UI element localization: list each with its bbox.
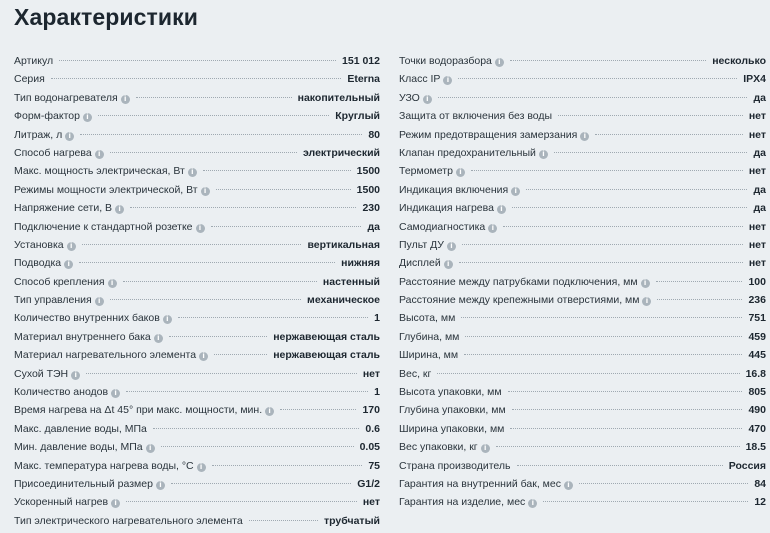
info-icon[interactable]: i (456, 168, 465, 177)
spec-label: Присоединительный размер (14, 477, 153, 490)
spec-value: 84 (754, 477, 766, 490)
info-icon[interactable]: i (488, 224, 497, 233)
spec-row (399, 218, 766, 236)
dotted-leader (280, 409, 356, 410)
spec-row (399, 70, 766, 88)
spec-label: Тип водонагревателя (14, 91, 118, 104)
spec-row (14, 438, 380, 456)
info-icon[interactable]: i (108, 279, 117, 288)
spec-row (399, 493, 766, 511)
dotted-leader (458, 78, 737, 79)
info-icon[interactable]: i (539, 150, 548, 159)
spec-row (14, 457, 380, 475)
spec-value: да (753, 202, 766, 215)
info-icon[interactable]: i (146, 444, 155, 453)
spec-row (399, 383, 766, 401)
spec-value: нет (748, 165, 766, 178)
spec-row (399, 346, 766, 364)
info-icon[interactable]: i (265, 407, 274, 416)
spec-row (399, 309, 766, 327)
dotted-leader (249, 520, 318, 521)
spec-label: Время нагрева на Δt 45° при макс. мощности, мин. (14, 404, 263, 417)
dotted-leader (503, 226, 743, 227)
dotted-leader (579, 483, 748, 484)
dotted-leader (203, 170, 351, 171)
spec-label: Сухой ТЭН (14, 367, 69, 380)
dotted-leader (543, 501, 748, 502)
spec-row (14, 493, 380, 511)
spec-value: 0.05 (359, 441, 380, 454)
spec-value: нет (748, 238, 766, 251)
spec-row (14, 199, 380, 217)
dotted-leader (80, 134, 362, 135)
dotted-leader (178, 317, 368, 318)
spec-value: 1 (374, 386, 380, 399)
spec-label: Термометр (399, 165, 453, 178)
dotted-leader (595, 134, 743, 135)
dotted-leader (508, 391, 743, 392)
spec-value: 18.5 (745, 441, 766, 454)
spec-label: Артикул (14, 55, 54, 67)
spec-label: Подводка (14, 257, 62, 270)
spec-value: 170 (362, 404, 380, 417)
spec-value: настенный (322, 275, 380, 288)
spec-label: Глубина упаковки, мм (399, 404, 506, 417)
spec-row (14, 273, 380, 291)
spec-label: Способ крепления (14, 275, 105, 288)
spec-label: Гарантия на изделие, мес (399, 496, 526, 509)
info-icon[interactable]: i (444, 260, 453, 269)
spec-label: Вес, кг (399, 367, 432, 380)
info-icon[interactable]: i (481, 444, 490, 453)
spec-row (399, 181, 766, 199)
spec-row (14, 52, 380, 70)
spec-row (399, 438, 766, 456)
spec-label: Глубина, мм (399, 330, 460, 343)
spec-value: 470 (748, 422, 766, 435)
dotted-leader (464, 354, 742, 355)
spec-value: нет (748, 110, 766, 123)
spec-value: 151 012 (342, 55, 380, 67)
spec-value: 230 (362, 202, 380, 215)
spec-label: Способ нагрева (14, 146, 92, 159)
dotted-leader (212, 465, 363, 466)
spec-label: Ширина упаковки, мм (399, 422, 505, 435)
dotted-leader (554, 152, 748, 153)
spec-label: Страна производитель (399, 459, 511, 472)
info-icon[interactable]: i (423, 95, 432, 104)
spec-value: 490 (748, 404, 766, 417)
spec-label: Подключение к стандартной розетке (14, 220, 193, 233)
info-icon[interactable]: i (121, 95, 130, 104)
info-icon[interactable]: i (197, 463, 206, 472)
spec-row (14, 144, 380, 162)
spec-value: несколько (712, 55, 766, 67)
dotted-leader (526, 189, 747, 190)
spec-value: IPX4 (743, 73, 766, 86)
info-icon[interactable]: i (495, 58, 504, 67)
spec-label: Пульт ДУ (399, 238, 444, 251)
spec-value: нижняя (341, 257, 380, 270)
spec-value: 80 (368, 128, 380, 141)
info-icon[interactable]: i (111, 499, 120, 508)
info-icon[interactable]: i (443, 76, 452, 85)
spec-value: 1 (374, 312, 380, 325)
dotted-leader (510, 428, 742, 429)
dotted-leader (126, 501, 357, 502)
spec-value: нержавеющая сталь (273, 330, 380, 343)
info-icon[interactable]: i (111, 389, 120, 398)
spec-row (14, 328, 380, 346)
spec-label: Вес упаковки, кг (399, 441, 478, 454)
spec-value: 1500 (356, 183, 380, 196)
spec-label: Дисплей (399, 257, 441, 270)
spec-row (14, 346, 380, 364)
info-icon[interactable]: i (188, 168, 197, 177)
spec-value: нет (362, 367, 380, 380)
dotted-leader (657, 299, 742, 300)
spec-value: 16.8 (745, 367, 766, 380)
spec-row (14, 383, 380, 401)
spec-label: Точки водоразбора (399, 55, 492, 67)
spec-label: Макс. давление воды, МПа (14, 422, 147, 435)
spec-column-right (399, 52, 766, 512)
spec-label: Расстояние между патрубками подключения, мм (399, 275, 638, 288)
spec-label: Клапан предохранительный (399, 146, 536, 159)
spec-label: Макс. мощность электрическая, Вт (14, 165, 185, 178)
spec-row (14, 512, 380, 530)
spec-value: нержавеющая сталь (273, 349, 380, 362)
dotted-leader (126, 391, 368, 392)
dotted-leader (512, 207, 748, 208)
spec-label: Защита от включения без воды (399, 110, 553, 123)
dotted-leader (171, 483, 351, 484)
dotted-leader (471, 170, 743, 171)
spec-row (14, 236, 380, 254)
spec-value: 805 (748, 386, 766, 399)
spec-row (399, 457, 766, 475)
info-icon[interactable]: i (64, 260, 73, 269)
spec-label: Материал внутреннего бака (14, 330, 151, 343)
spec-value: да (753, 91, 766, 104)
spec-label: Ускоренный нагрев (14, 496, 109, 509)
spec-label: Количество анодов (14, 386, 109, 399)
spec-value: Россия (728, 459, 766, 472)
spec-row (14, 420, 380, 438)
spec-label: Количество внутренних баков (14, 312, 160, 325)
spec-row (14, 107, 380, 125)
spec-label: Серия (14, 73, 45, 86)
spec-row (399, 475, 766, 493)
dotted-leader (465, 336, 742, 337)
spec-value: механическое (307, 294, 380, 307)
spec-value: да (367, 220, 380, 233)
spec-label: Высота упаковки, мм (399, 386, 502, 399)
spec-label: Гарантия на внутренний бак, мес (399, 477, 561, 490)
info-icon[interactable]: i (511, 187, 520, 196)
spec-row (399, 107, 766, 125)
page-title: Характеристики (14, 4, 198, 30)
spec-row (14, 89, 380, 107)
spec-value: Eterna (347, 73, 380, 86)
info-icon[interactable]: i (83, 113, 92, 122)
spec-value: 100 (748, 275, 766, 288)
spec-row (399, 291, 766, 309)
spec-row (14, 126, 380, 144)
info-icon[interactable]: i (163, 315, 172, 324)
dotted-leader (153, 428, 359, 429)
spec-column-left (14, 52, 380, 530)
info-icon[interactable]: i (642, 297, 651, 306)
spec-label: Расстояние между крепежными отверстиями, мм (399, 294, 640, 307)
dotted-leader (79, 262, 335, 263)
spec-label: УЗО (399, 91, 420, 104)
spec-label: Режим предотвращения замерзания (399, 128, 578, 141)
dotted-leader (512, 409, 743, 410)
spec-label: Ширина, мм (399, 349, 459, 362)
info-icon[interactable]: i (154, 334, 163, 343)
spec-label: Литраж, л (14, 128, 63, 141)
spec-value: трубчатый (324, 514, 380, 527)
spec-label: Высота, мм (399, 312, 456, 325)
spec-value: 459 (748, 330, 766, 343)
spec-row (399, 365, 766, 383)
spec-value: да (753, 146, 766, 159)
dotted-leader (123, 281, 317, 282)
spec-label: Напряжение сети, В (14, 202, 113, 215)
spec-row (14, 475, 380, 493)
spec-label: Тип электрического нагревательного элемента (14, 514, 243, 527)
dotted-leader (461, 317, 742, 318)
spec-row (14, 218, 380, 236)
info-icon[interactable]: i (65, 132, 74, 141)
spec-row (399, 328, 766, 346)
dotted-leader (437, 373, 739, 374)
spec-row (399, 52, 766, 70)
spec-value: электрический (303, 146, 380, 159)
dotted-leader (214, 354, 267, 355)
dotted-leader (517, 465, 723, 466)
dotted-leader (161, 446, 354, 447)
spec-row (14, 291, 380, 309)
dotted-leader (216, 189, 351, 190)
info-icon[interactable]: i (528, 499, 537, 508)
spec-value: 75 (368, 459, 380, 472)
info-icon[interactable]: i (497, 205, 506, 214)
spec-label: Тип управления (14, 294, 92, 307)
spec-row (14, 181, 380, 199)
spec-value: нет (748, 257, 766, 270)
dotted-leader (510, 60, 706, 61)
info-icon[interactable]: i (115, 205, 124, 214)
spec-label: Индикация нагрева (399, 202, 494, 215)
spec-value: 445 (748, 349, 766, 362)
dotted-leader (459, 262, 743, 263)
spec-row (399, 199, 766, 217)
spec-value: нет (748, 128, 766, 141)
spec-value: 12 (754, 496, 766, 509)
spec-row (399, 89, 766, 107)
dotted-leader (110, 152, 297, 153)
spec-row (399, 144, 766, 162)
spec-row (399, 273, 766, 291)
spec-label: Индикация включения (399, 183, 509, 196)
spec-row (14, 309, 380, 327)
spec-value: вертикальная (307, 238, 380, 251)
dotted-leader (110, 299, 301, 300)
spec-value: G1/2 (357, 477, 380, 490)
spec-row (399, 420, 766, 438)
dotted-leader (82, 244, 302, 245)
info-icon[interactable]: i (156, 481, 165, 490)
info-icon[interactable]: i (196, 224, 205, 233)
spec-row (14, 254, 380, 272)
dotted-leader (98, 115, 329, 116)
info-icon[interactable]: i (564, 481, 573, 490)
spec-value: накопительный (297, 91, 380, 104)
spec-value: 0.6 (365, 422, 380, 435)
spec-value: да (753, 183, 766, 196)
spec-row (399, 236, 766, 254)
spec-label: Самодиагностика (399, 220, 486, 233)
info-icon[interactable]: i (95, 297, 104, 306)
spec-row (399, 126, 766, 144)
spec-row (14, 401, 380, 419)
spec-value: 1500 (356, 165, 380, 178)
dotted-leader (496, 446, 740, 447)
spec-label: Установка (14, 238, 64, 251)
spec-row (14, 365, 380, 383)
spec-value: нет (748, 220, 766, 233)
spec-value: нет (362, 496, 380, 509)
dotted-leader (51, 78, 341, 79)
info-icon[interactable]: i (447, 242, 456, 251)
spec-row (14, 70, 380, 88)
spec-label: Режимы мощности электрической, Вт (14, 183, 198, 196)
spec-value: 236 (748, 294, 766, 307)
spec-label: Макс. температура нагрева воды, °С (14, 459, 194, 472)
info-icon[interactable]: i (641, 279, 650, 288)
spec-row (14, 162, 380, 180)
spec-row (399, 162, 766, 180)
info-icon[interactable]: i (199, 352, 208, 361)
spec-label: Класс IP (399, 73, 441, 86)
dotted-leader (136, 97, 292, 98)
spec-label: Материал нагревательного элемента (14, 349, 197, 362)
dotted-leader (462, 244, 743, 245)
spec-row (399, 401, 766, 419)
dotted-leader (656, 281, 743, 282)
dotted-leader (59, 60, 336, 61)
dotted-leader (130, 207, 356, 208)
info-icon[interactable]: i (71, 371, 80, 380)
spec-label: Форм-фактор (14, 110, 80, 123)
info-icon[interactable]: i (201, 187, 210, 196)
spec-value: 751 (748, 312, 766, 325)
info-icon[interactable]: i (67, 242, 76, 251)
dotted-leader (438, 97, 748, 98)
info-icon[interactable]: i (95, 150, 104, 159)
dotted-leader (86, 373, 357, 374)
info-icon[interactable]: i (580, 132, 589, 141)
dotted-leader (558, 115, 743, 116)
spec-value: Круглый (335, 110, 380, 123)
dotted-leader (211, 226, 362, 227)
dotted-leader (169, 336, 267, 337)
spec-row (399, 254, 766, 272)
spec-label: Мин. давление воды, МПа (14, 441, 143, 454)
